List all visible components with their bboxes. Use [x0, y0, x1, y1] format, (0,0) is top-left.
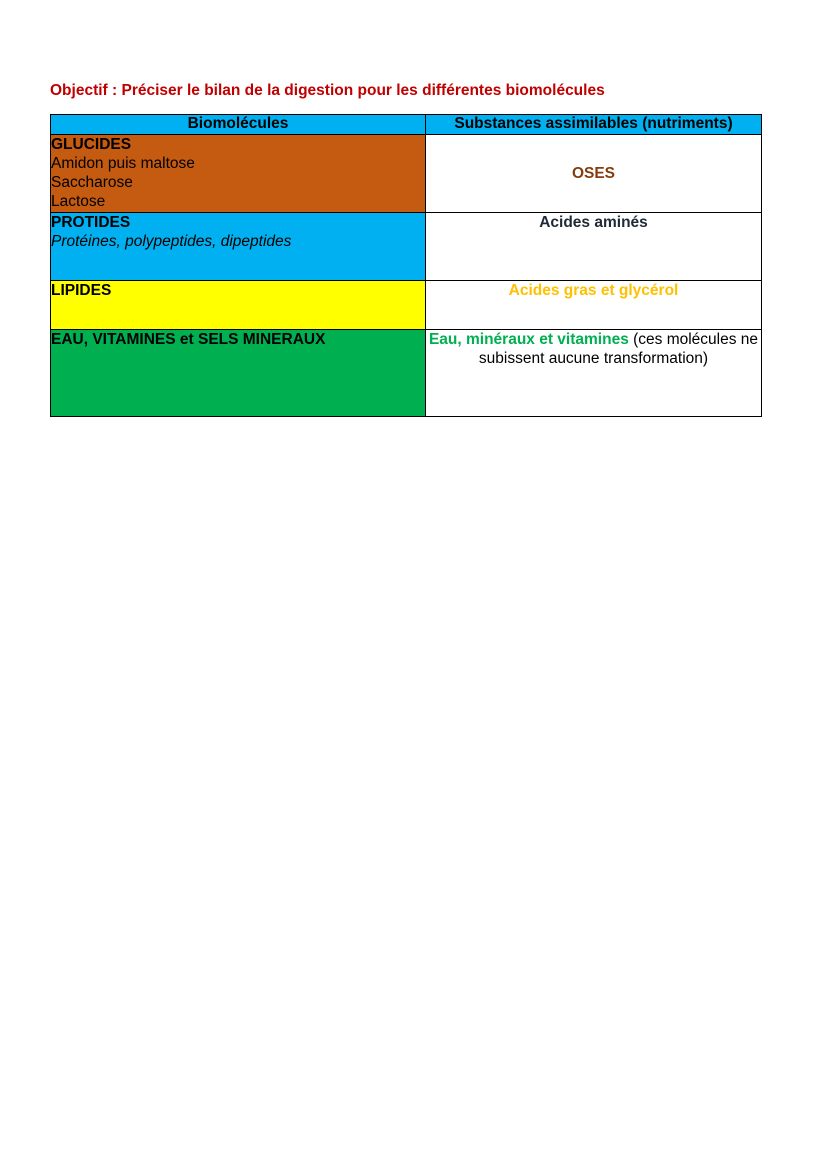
- category-lipides: LIPIDES: [51, 282, 112, 299]
- item-proteines: Protéines, polypeptides, dipeptides: [51, 233, 292, 250]
- biomolecule-cell-eau: [51, 330, 426, 417]
- nutrient-acides-gras: Acides gras et glycérol: [508, 282, 679, 299]
- header-biomolecules: Biomolécules: [51, 115, 426, 135]
- nutrient-cell-glucides: [426, 135, 762, 213]
- nutrient-eau: Eau, minéraux et vitamines: [428, 331, 629, 348]
- biomolecule-cell-protides: [51, 213, 426, 281]
- category-glucides: GLUCIDES: [51, 136, 132, 153]
- digestion-table: [50, 114, 762, 417]
- objective-heading: Objectif : Préciser le bilan de la digestion pour les différentes biomolécules: [50, 82, 605, 99]
- table-header-row: [51, 115, 762, 135]
- biomolecule-cell-glucides: [51, 135, 426, 213]
- biomolecule-cell-lipides: [51, 281, 426, 330]
- table-row-lipides: [51, 281, 762, 330]
- category-protides: PROTIDES: [51, 214, 131, 231]
- table-row-protides: [51, 213, 762, 281]
- item-amidon: Amidon puis maltose: [51, 155, 195, 172]
- nutrient-cell-eau: [426, 330, 762, 417]
- nutrient-acides-amines: Acides aminés: [539, 214, 648, 231]
- header-nutrients: Substances assimilables (nutriments): [426, 115, 762, 135]
- nutrient-note-eau: (ces molécules ne subissent aucune transformation): [478, 331, 759, 367]
- table-row-eau: [51, 330, 762, 417]
- nutrient-cell-protides: [426, 213, 762, 281]
- table-row-glucides: [51, 135, 762, 213]
- nutrient-oses: OSES: [571, 165, 616, 182]
- item-lactose: Lactose: [51, 193, 106, 210]
- item-saccharose: Saccharose: [51, 174, 133, 191]
- category-eau: EAU, VITAMINES et SELS MINERAUX: [51, 331, 326, 348]
- nutrient-cell-lipides: [426, 281, 762, 330]
